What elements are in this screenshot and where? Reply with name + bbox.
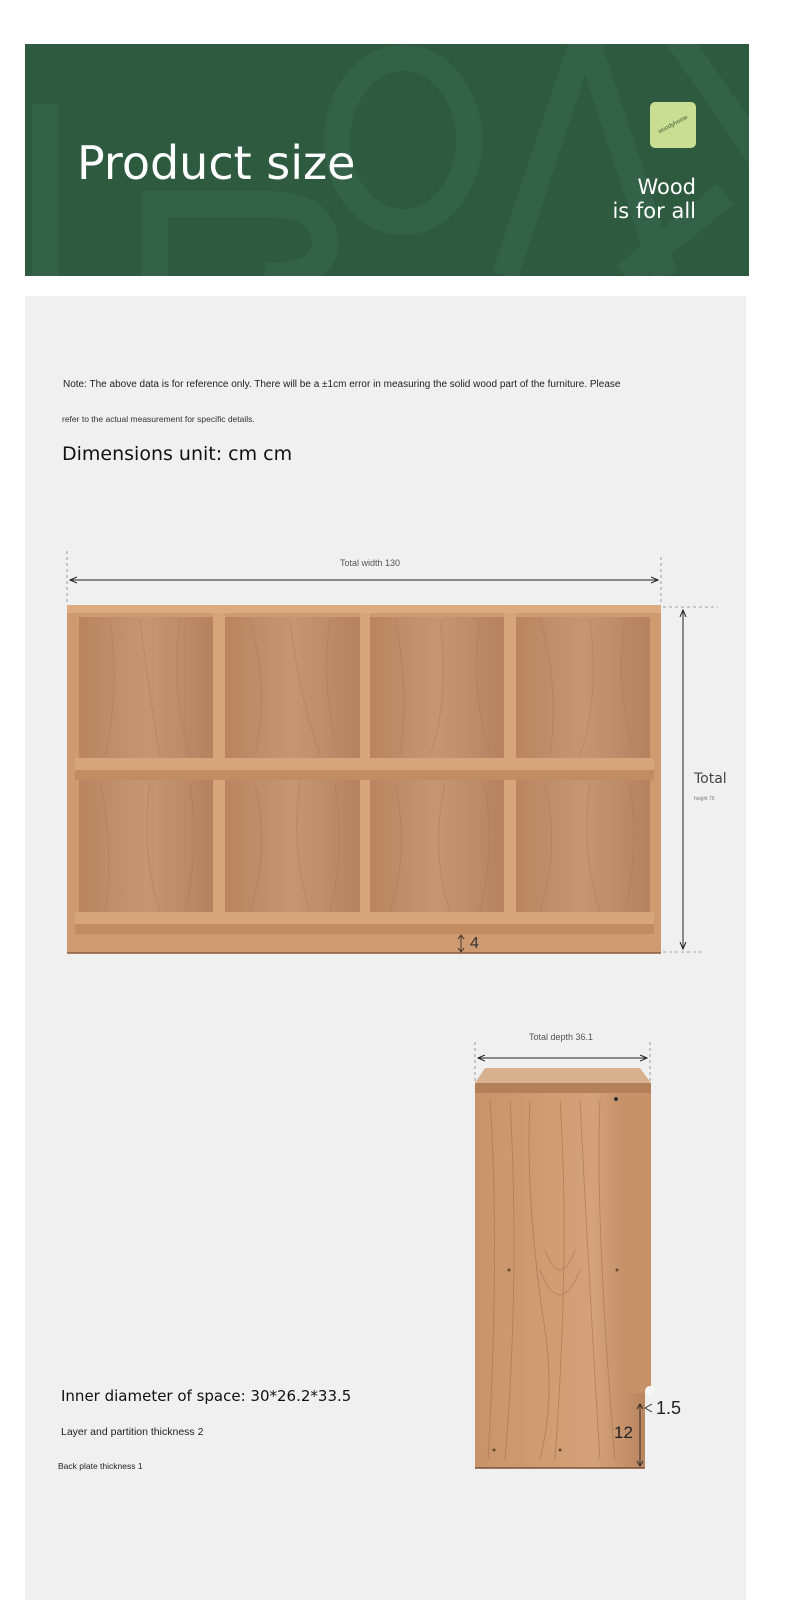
slogan-line-1: Wood [637, 175, 696, 199]
dimensions-unit-heading: Dimensions unit: cm cm [62, 443, 293, 465]
total-width-label: Total width 130 [340, 558, 401, 568]
total-height-sublabel: height 75 [694, 796, 715, 802]
layer-thickness-spec: Layer and partition thickness 2 [61, 1426, 204, 1438]
page-title: Product size [77, 136, 356, 190]
side-dimension-12: 12 [614, 1423, 633, 1442]
bookshelf-side-view [475, 1068, 655, 1468]
total-depth-label: Total depth 36.1 [529, 1032, 594, 1042]
reference-note-line-1: Note: The above data is for reference only. There will be a ±1cm error in measuring the solid wood part of the furniture. Please [63, 379, 621, 390]
back-plate-spec: Back plate thickness 1 [58, 1461, 143, 1471]
side-dimension-1-5: 1.5 [656, 1398, 682, 1418]
inner-space-spec: Inner diameter of space: 30*26.2*33.5 [61, 1387, 352, 1405]
bottom-gap-label: 4 [470, 935, 479, 952]
slogan-line-2: is for all [612, 199, 696, 223]
reference-note-line-2: refer to the actual measurement for specific details. [62, 414, 255, 424]
brand-logo-text: woodyhome [657, 114, 689, 136]
total-height-label: Total [694, 771, 727, 787]
bookshelf-front-view [67, 605, 661, 953]
